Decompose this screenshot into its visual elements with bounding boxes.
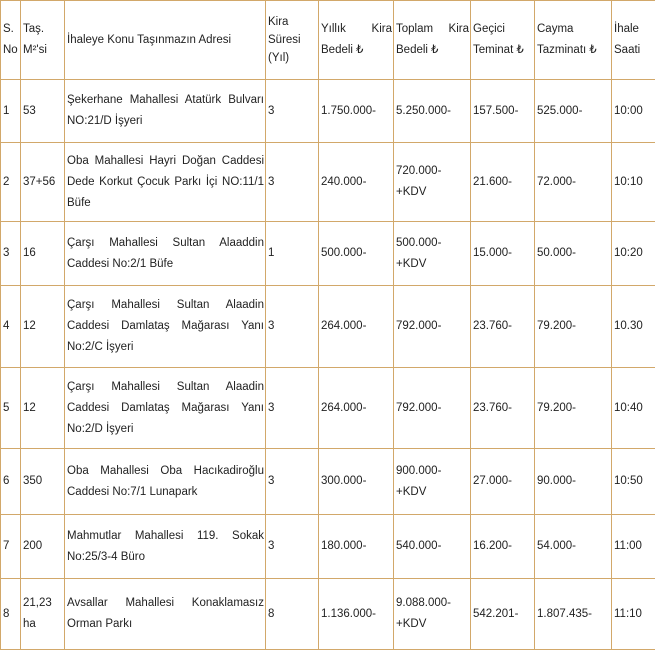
table-row [1,515,655,579]
cell-toplam: 792.000- [394,368,471,449]
table-row [1,143,655,222]
cell-tas: 53 [21,80,65,143]
cell-sno: 5 [1,368,21,449]
table-row [1,80,655,143]
header-sure: Kira Süresi (Yıl) [266,1,319,80]
cell-gecici: 157.500- [471,80,535,143]
cell-yillik: 1.136.000- [319,579,394,650]
cell-saat: 10:10 [612,143,655,222]
cell-yillik: 500.000- [319,222,394,286]
cell-toplam [394,143,471,222]
cell-cayma: 54.000- [535,515,612,579]
cell-line: 500.000- [396,233,469,254]
header-cayma: Cayma Tazminatı ₺ [535,1,612,80]
cell-line: +KDV [396,482,469,503]
table-row [1,222,655,286]
cell-adres: Çarşı Mahallesi Sultan Alaadin Caddesi Damlataş Mağarası Yanı No:2/C İşyeri [65,286,266,368]
cell-tas: 12 [21,286,65,368]
header-row [1,1,655,80]
cell-gecici: 16.200- [471,515,535,579]
table-row [1,579,655,650]
cell-adres: Çarşı Mahallesi Sultan Alaaddin Caddesi No:2/1 Büfe [65,222,266,286]
cell-sno: 3 [1,222,21,286]
cell-tas: 200 [21,515,65,579]
cell-yillik: 264.000- [319,286,394,368]
cell-line: 900.000- [396,461,469,482]
cell-saat: 10:50 [612,449,655,515]
cell-toplam [394,222,471,286]
cell-gecici: 15.000- [471,222,535,286]
cell-sure: 3 [266,515,319,579]
cell-line: +KDV [396,254,469,275]
cell-line: +KDV [396,614,469,635]
table-row [1,449,655,515]
cell-cayma: 50.000- [535,222,612,286]
cell-adres: Oba Mahallesi Hayri Doğan Caddesi Dede Korkut Çocuk Parkı İçi NO:11/1 Büfe [65,143,266,222]
cell-toplam [394,579,471,650]
cell-sure: 3 [266,80,319,143]
cell-sno: 6 [1,449,21,515]
cell-cayma: 525.000- [535,80,612,143]
cell-cayma: 72.000- [535,143,612,222]
cell-line: 9.088.000- [396,593,469,614]
cell-cayma: 79.200- [535,286,612,368]
cell-yillik: 180.000- [319,515,394,579]
cell-sure: 1 [266,222,319,286]
cell-saat: 10.30 [612,286,655,368]
cell-saat: 10:00 [612,80,655,143]
cell-tas: 37+56 [21,143,65,222]
cell-gecici: 23.760- [471,286,535,368]
header-gecici: Geçici Teminat ₺ [471,1,535,80]
cell-sno: 1 [1,80,21,143]
cell-line: ha [23,614,63,635]
cell-sno: 7 [1,515,21,579]
cell-sno: 8 [1,579,21,650]
table-row [1,368,655,449]
cell-sure: 8 [266,579,319,650]
cell-yillik: 264.000- [319,368,394,449]
header-toplam: Toplam Kira Bedeli ₺ [394,1,471,80]
cell-cayma: 90.000- [535,449,612,515]
cell-line: 21,23 [23,593,63,614]
cell-toplam: 792.000- [394,286,471,368]
cell-saat: 11:10 [612,579,655,650]
cell-saat: 11:00 [612,515,655,579]
header-adres: İhaleye Konu Taşınmazın Adresi [65,1,266,80]
cell-saat: 10:20 [612,222,655,286]
cell-yillik: 300.000- [319,449,394,515]
header-saat: İhale Saati [612,1,655,80]
cell-toplam: 540.000- [394,515,471,579]
cell-cayma: 79.200- [535,368,612,449]
cell-adres: Şekerhane Mahallesi Atatürk Bulvarı NO:21/D İşyeri [65,80,266,143]
cell-saat: 10:40 [612,368,655,449]
cell-adres: Mahmutlar Mahallesi 119. Sokak No:25/3-4 Büro [65,515,266,579]
cell-adres: Oba Mahallesi Oba Hacıkadiroğlu Caddesi No:7/1 Lunapark [65,449,266,515]
cell-tas: 12 [21,368,65,449]
cell-sno: 2 [1,143,21,222]
cell-yillik: 1.750.000- [319,80,394,143]
cell-sno: 4 [1,286,21,368]
cell-sure: 3 [266,368,319,449]
header-sno: S. No [1,1,21,80]
table-row [1,286,655,368]
cell-gecici: 542.201- [471,579,535,650]
cell-line: 720.000- [396,161,469,182]
cell-sure: 3 [266,449,319,515]
table-body [1,80,655,650]
cell-tas: 16 [21,222,65,286]
cell-sure: 3 [266,143,319,222]
cell-tas [21,579,65,650]
cell-cayma: 1.807.435- [535,579,612,650]
cell-line: +KDV [396,182,469,203]
cell-toplam [394,449,471,515]
cell-gecici: 21.600- [471,143,535,222]
cell-gecici: 23.760- [471,368,535,449]
cell-adres: Avsallar Mahallesi Konaklamasız Orman Parkı [65,579,266,650]
cell-yillik: 240.000- [319,143,394,222]
cell-gecici: 27.000- [471,449,535,515]
header-yillik: Yıllık Kira Bedeli ₺ [319,1,394,80]
cell-adres: Çarşı Mahallesi Sultan Alaadin Caddesi Damlataş Mağarası Yanı No:2/D İşyeri [65,368,266,449]
cell-sure: 3 [266,286,319,368]
cell-tas: 350 [21,449,65,515]
cell-toplam: 5.250.000- [394,80,471,143]
header-tas: Taş. M²'si [21,1,65,80]
